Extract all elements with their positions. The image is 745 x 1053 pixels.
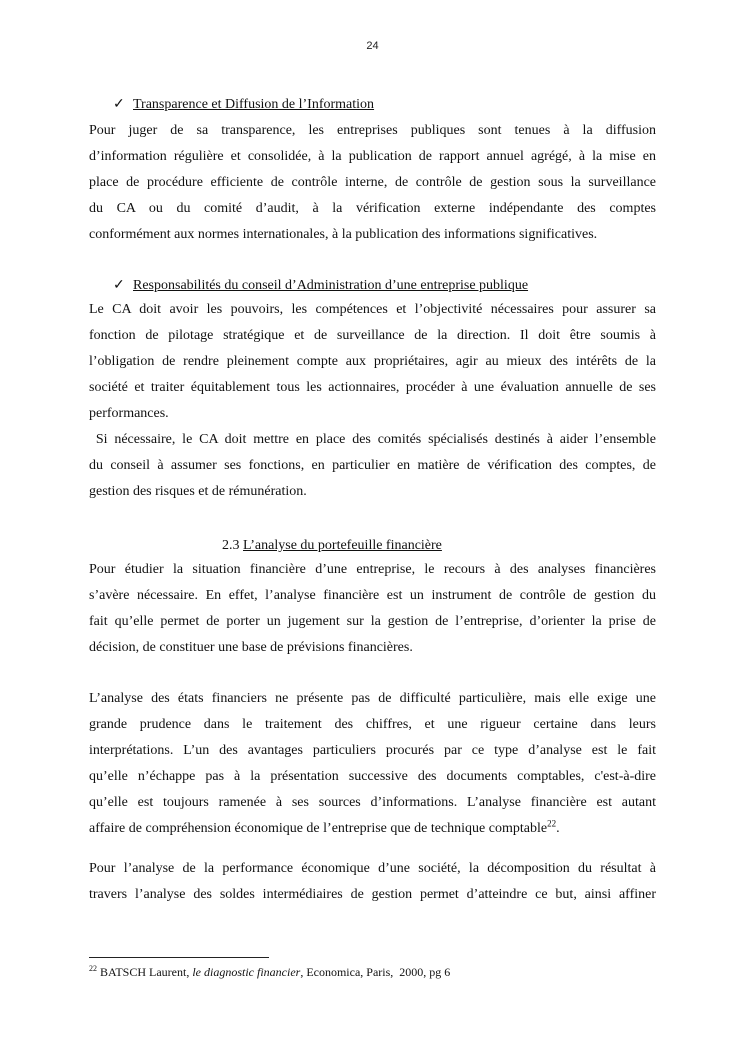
text-line: travers l’analyse des soldes intermédiaires de gestion permet d’atteindre ce but, ainsi affiner <box>89 887 656 902</box>
text-line: performances. <box>89 406 169 421</box>
checkmark-icon: ✓ <box>113 97 125 112</box>
footnote <box>89 964 450 980</box>
text-line: qu’elle est toujours ramenée à ses sources d’informations. L’analyse financière est autant <box>89 795 656 810</box>
text-line: Pour juger de sa transparence, les entreprises publiques sont tenues à la diffusion <box>89 123 656 138</box>
text-line: du conseil à assumer ses fonctions, en particulier en matière de vérification des comptes, de <box>89 458 656 473</box>
text-line: l’obligation de rendre pleinement compte aux propriétaires, agir au mieux des intérêts de la <box>89 354 656 369</box>
text-line: interprétations. L’un des avantages particuliers procurés par ce type d’analyse est le fait <box>89 743 656 758</box>
paragraph-analyse-2 <box>89 686 656 842</box>
text-line: Pour étudier la situation financière d’une entreprise, le recours à des analyses financières <box>89 562 656 577</box>
text-line: s’avère nécessaire. En effet, l’analyse financière est un instrument de contrôle de gestion du <box>89 588 656 603</box>
text-line: affaire de compréhension économique de l’entreprise que de technique comptable <box>89 821 548 836</box>
footnote-title: le diagnostic financier <box>192 965 301 979</box>
footnote-reference[interactable]: 22 <box>547 818 557 829</box>
text-line: d’information régulière et consolidée, à la publication de rapport annuel agrégé, à la mise en <box>89 149 656 164</box>
paragraph-analyse-1 <box>89 557 656 661</box>
heading-transparence-text: Transparence et Diffusion de l’Information <box>133 97 375 112</box>
page-number: 24 <box>366 40 379 52</box>
checkmark-icon: ✓ <box>113 278 125 293</box>
footnote-number: 22 <box>89 964 97 973</box>
paragraph-analyse-3 <box>89 856 656 908</box>
paragraph-transparence <box>89 118 656 248</box>
text-line: Le CA doit avoir les pouvoirs, les compétences et l’objectivité nécessaires pour assurer sa <box>89 302 656 317</box>
section-title-text: L’analyse du portefeuille financière <box>243 538 442 553</box>
text-line-with-note <box>89 816 656 842</box>
section-number: 2.3 <box>222 538 240 553</box>
sentence-end: . <box>556 821 560 836</box>
text-line: grande prudence dans le traitement des chiffres, et une rigueur certaine dans leurs <box>89 717 656 732</box>
footnote-separator <box>89 957 269 958</box>
footnote-rest: , Economica, Paris, 2000, pg 6 <box>300 965 451 979</box>
text-line: gestion des risques et de rémunération. <box>89 484 307 499</box>
text-line: société et traiter équitablement tous les actionnaires, procéder à une évaluation annuelle de ses <box>89 380 656 395</box>
section-title-2-3 <box>222 536 442 556</box>
text-line: fait qu’elle permet de porter un jugement sur la gestion de l’entreprise, d’orienter la prise de <box>89 614 656 629</box>
text-line: Si nécessaire, le CA doit mettre en place des comités spécialisés destinés à aider l’ensemble <box>89 432 656 447</box>
footnote-author: BATSCH Laurent, <box>97 965 193 979</box>
text-line: fonction de pilotage stratégique et de surveillance de la direction. Il doit être soumis à <box>89 328 656 343</box>
text-line: qu’elle n’échappe pas à la présentation successive des documents comptables, c'est-à-dire <box>89 769 656 784</box>
heading-responsabilites <box>113 276 528 296</box>
text-line: Pour l’analyse de la performance économique d’une société, la décomposition du résultat à <box>89 861 656 876</box>
paragraph-responsabilites <box>89 297 656 505</box>
text-line: conformément aux normes internationales, à la publication des informations significatives. <box>89 227 598 242</box>
text-line: du CA ou du comité d’audit, à la vérification externe indépendante des comptes <box>89 201 656 216</box>
heading-transparence <box>113 95 374 115</box>
text-line: décision, de constituer une base de prévisions financières. <box>89 640 413 655</box>
text-line: place de procédure efficiente de contrôle interne, de contrôle de gestion sous la surveillance <box>89 175 656 190</box>
text-line: L’analyse des états financiers ne présente pas de difficulté particulière, mais elle exige une <box>89 691 656 706</box>
heading-responsabilites-text: Responsabilités du conseil d’Administration d’une entreprise publique <box>133 278 529 293</box>
